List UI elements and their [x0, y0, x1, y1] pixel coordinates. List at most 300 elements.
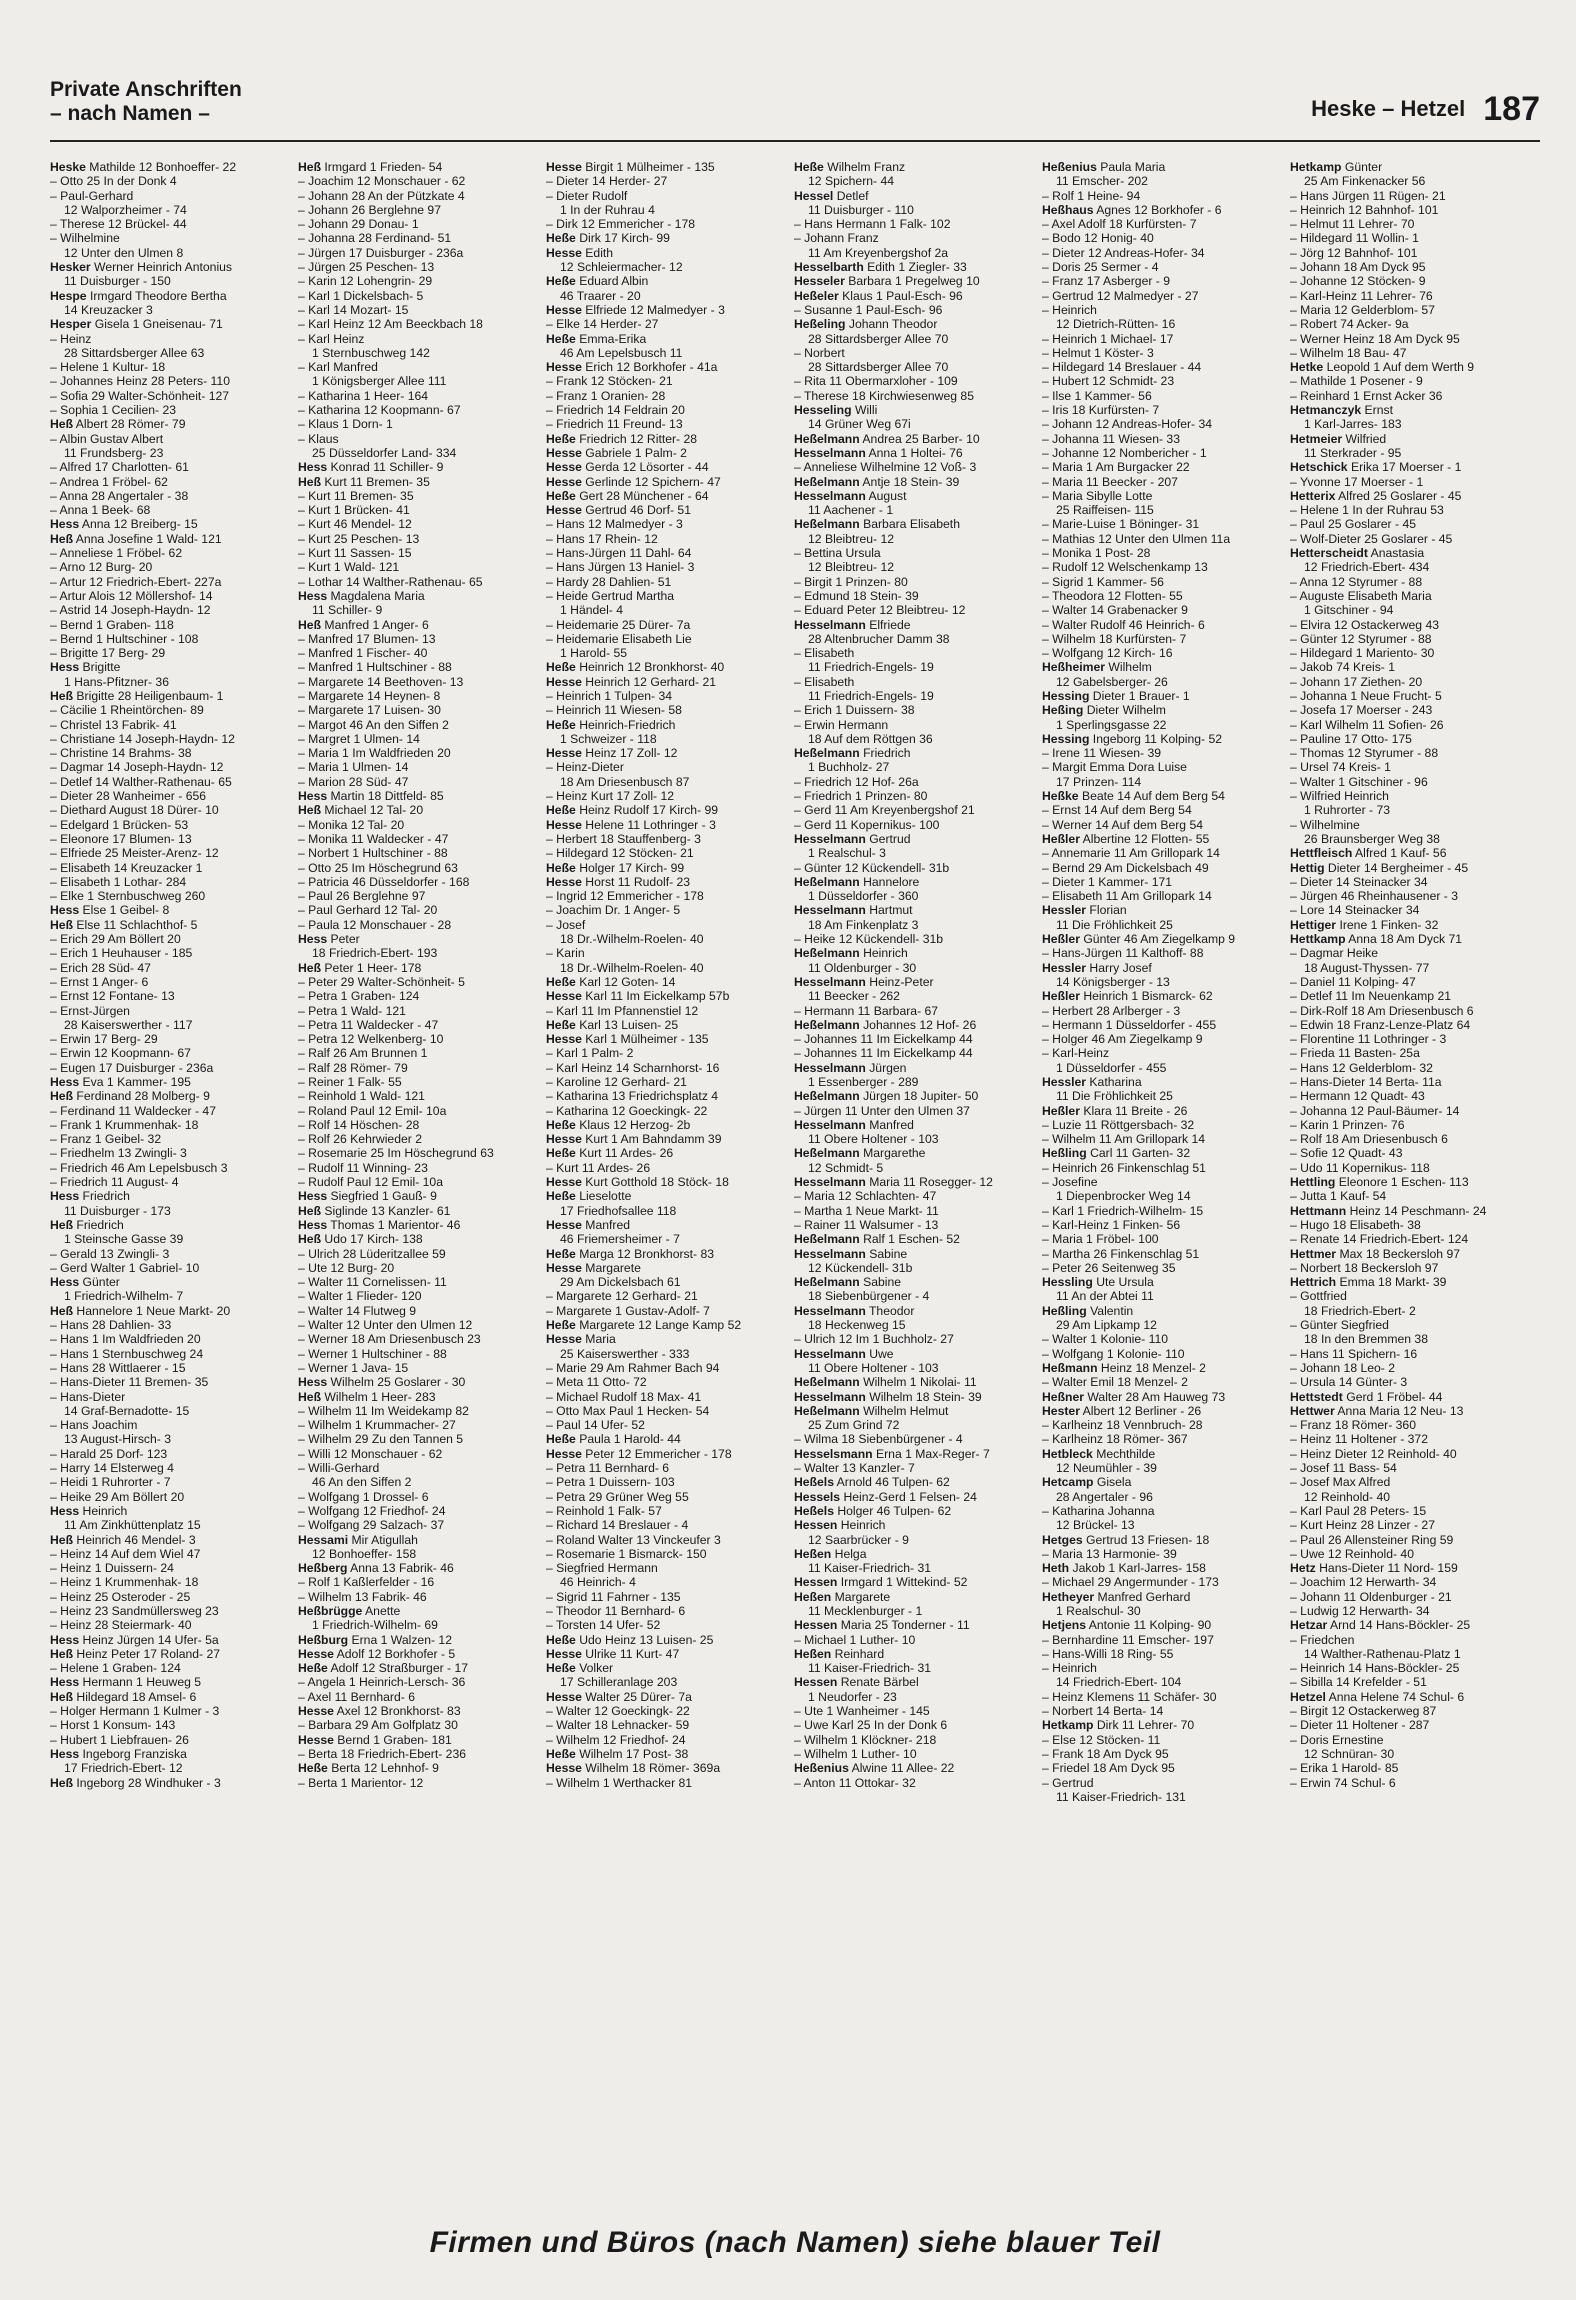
- listing-entry: Hess Magdalena Maria: [298, 588, 425, 603]
- listing-columns: [50, 160, 1540, 2170]
- listing-entry: Hetkamp Dirk 11 Lehrer- 70: [1042, 1718, 1195, 1733]
- listing-entry: – Friedchen: [1290, 1632, 1355, 1647]
- listing-entry: – Otto Max Paul 1 Hecken- 54: [546, 1403, 710, 1418]
- surname: Heß: [298, 474, 322, 489]
- listing-entry: Heße Karl 13 Luisen- 25: [546, 1017, 679, 1032]
- surname: Hesse: [546, 1332, 582, 1347]
- surname: Hetterix: [1290, 488, 1336, 503]
- listing-entry: – Petra 1 Duissern- 103: [546, 1475, 675, 1490]
- listing-entry: Heth Jakob 1 Karl-Jarres- 158: [1042, 1561, 1206, 1576]
- surname: Hesse: [546, 1260, 582, 1275]
- listing-entry: – Anton 11 Ottokar- 32: [794, 1775, 916, 1790]
- listing-entry: Heßels Arnold 46 Tulpen- 62: [794, 1475, 950, 1490]
- listing-entry: – Marion 28 Süd- 47: [298, 774, 409, 789]
- listing-entry: – Jürgen 11 Unter den Ulmen 37: [794, 1103, 970, 1118]
- listing-entry: – Maria 12 Schlachten- 47: [794, 1189, 937, 1204]
- surname: Heße: [546, 803, 576, 818]
- surname: Hessling: [1042, 1275, 1093, 1290]
- listing-entry: Hess Wilhelm 25 Goslarer - 30: [298, 1375, 466, 1390]
- listing-entry: – Ernst-Jürgen: [50, 1003, 130, 1018]
- surname: Hesse: [546, 245, 582, 260]
- listing-entry: – Petra 1 Graben- 124: [298, 989, 420, 1004]
- listing-entry: 11 Emscher- 202: [1056, 174, 1148, 189]
- listing-entry: – Ute 12 Burg- 20: [298, 1260, 395, 1275]
- listing-entry: – Gottfried: [1290, 1289, 1347, 1304]
- surname: Heße: [546, 488, 576, 503]
- listing-entry: – Rainer 11 Walsumer - 13: [794, 1217, 939, 1232]
- listing-entry: – Ulrich 12 Im 1 Buchholz- 27: [794, 1332, 954, 1347]
- listing-entry: – Jutta 1 Kauf- 54: [1290, 1189, 1387, 1204]
- listing-entry: – Heidemarie 25 Dürer- 7a: [546, 617, 691, 632]
- listing-entry: 11 Obere Holtener - 103: [808, 1360, 939, 1375]
- listing-entry: 17 Schilleranlage 203: [560, 1675, 678, 1690]
- surname: Hessen: [794, 1618, 838, 1633]
- listing-entry: – Annemarie 11 Am Grillopark 14: [1042, 846, 1220, 861]
- surname: Hesse: [546, 1761, 582, 1776]
- listing-entry: – Detlef 14 Walther-Rathenau- 65: [50, 774, 232, 789]
- surname: Hetmanczyk: [1290, 403, 1362, 418]
- listing-entry: – Karlheinz 18 Römer- 367: [1042, 1432, 1188, 1447]
- listing-entry: Hespe Irmgard Theodore Bertha: [50, 288, 227, 303]
- surname: Heßler: [1042, 989, 1080, 1004]
- listing-entry: – Günter 12 Kückendell- 31b: [794, 860, 950, 875]
- listing-entry: – Johann 26 Berglehne 97: [298, 202, 441, 217]
- surname: Hessels: [794, 1489, 841, 1504]
- listing-entry: 11 Duisburger - 110: [808, 202, 914, 217]
- listing-entry: – Johann 18 Am Dyck 95: [1290, 260, 1426, 275]
- listing-entry: 12 Spichern- 44: [808, 174, 895, 189]
- surname: Hettrich: [1290, 1275, 1337, 1290]
- surname: Heße: [546, 1246, 576, 1261]
- listing-entry: – Hardy 28 Dahlien- 51: [546, 574, 672, 589]
- listing-entry: 12 Schmidt- 5: [808, 1160, 884, 1175]
- listing-entry: – Rolf 26 Kehrwieder 2: [298, 1132, 422, 1147]
- listing-entry: – Axel 11 Bernhard- 6: [298, 1689, 415, 1704]
- listing-entry: – Karl-Heinz 11 Lehrer- 76: [1290, 288, 1433, 303]
- listing-entry: Hessling Ute Ursula: [1042, 1275, 1154, 1290]
- listing-entry: 1 Friedrich-Wilhelm- 7: [64, 1289, 184, 1304]
- listing-entry: – Walter 1 Flieder- 120: [298, 1289, 422, 1304]
- surname: Heße: [546, 274, 576, 289]
- listing-entry: – Hildegard 1 Mariento- 30: [1290, 646, 1435, 661]
- listing-entry: Hesse Axel 12 Bronkhorst- 83: [298, 1704, 461, 1719]
- surname: Hesselmann: [794, 1389, 866, 1404]
- listing-entry: – Johann 17 Ziethen- 20: [1290, 674, 1423, 689]
- listing-entry: 11 Kaiser-Friedrich- 131: [1056, 1789, 1186, 1804]
- listing-entry: – Ferdinand 11 Waldecker - 47: [50, 1103, 216, 1118]
- listing-entry: Hettstedt Gerd 1 Fröbel- 44: [1290, 1389, 1443, 1404]
- listing-entry: – Jakob 74 Kreis- 1: [1290, 660, 1396, 675]
- listing-column-3: [546, 160, 794, 2170]
- listing-entry: – Ernst 1 Anger- 6: [50, 974, 149, 989]
- surname: Heßbrügge: [298, 1603, 363, 1618]
- listing-entry: – Willi 12 Monschauer - 62: [298, 1446, 443, 1461]
- listing-entry: – Maria 1 Im Waldfrieden 20: [298, 746, 451, 761]
- listing-entry: Hesselmann Wilhelm 18 Stein- 39: [794, 1389, 982, 1404]
- listing-entry: – Walter Emil 18 Menzel- 2: [1042, 1375, 1188, 1390]
- listing-entry: – Holger Hermann 1 Kulmer - 3: [50, 1704, 220, 1719]
- listing-entry: – Roland Walter 13 Vinckeufer 3: [546, 1532, 721, 1547]
- listing-entry: Heßler Albertine 12 Flotten- 55: [1042, 831, 1210, 846]
- listing-entry: Heßen Helga: [794, 1546, 867, 1561]
- listing-entry: – Elisabeth: [794, 646, 855, 661]
- listing-entry: – Wolfgang 12 Kirch- 16: [1042, 646, 1173, 661]
- listing-entry: – Johann 11 Oldenburger - 21: [1290, 1589, 1452, 1604]
- listing-entry: – Artur 12 Friedrich-Ebert- 227a: [50, 574, 222, 589]
- listing-entry: – Friedrich 46 Am Lepelsbusch 3: [50, 1160, 228, 1175]
- surname: Heße: [546, 1117, 576, 1132]
- surname: Heß: [298, 160, 322, 174]
- listing-entry: – Johanna 1 Neue Frucht- 5: [1290, 688, 1442, 703]
- surname: Hesselmann: [794, 1346, 866, 1361]
- directory-page: [50, 78, 1540, 2278]
- surname: Hetmeier: [1290, 431, 1343, 446]
- surname: Hess: [50, 1746, 80, 1761]
- listing-entry: Heßbrügge Anette: [298, 1603, 401, 1618]
- listing-entry: Heßelmann Barbara Elisabeth: [794, 517, 960, 532]
- listing-entry: – Brigitte 17 Berg- 29: [50, 646, 166, 661]
- listing-entry: 12 Dietrich-Rütten- 16: [1056, 317, 1176, 332]
- listing-entry: 11 Die Fröhlichkeit 25: [1056, 917, 1173, 932]
- listing-entry: Heßelmann Sabine: [794, 1275, 902, 1290]
- listing-entry: – Josefine: [1042, 1175, 1098, 1190]
- listing-entry: 1 Königsberger Allee 111: [312, 374, 447, 389]
- listing-entry: – Therese 18 Kirchwiesenweg 85: [794, 388, 974, 403]
- listing-entry: – Maria 1 Am Burgacker 22: [1042, 460, 1190, 475]
- listing-entry: Heß Brigitte 28 Heiligenbaum- 1: [50, 688, 224, 703]
- listing-entry: – Johanne 12 Nombericher - 1: [1042, 445, 1207, 460]
- listing-entry: – Heinz 1 Duissern- 24: [50, 1561, 174, 1576]
- listing-entry: – Rolf 14 Höschen- 28: [298, 1117, 420, 1132]
- listing-entry: – Axel Adolf 18 Kurfürsten- 7: [1042, 217, 1197, 232]
- listing-entry: Heße Gert 28 Münchener - 64: [546, 488, 709, 503]
- listing-entry: 1 In der Ruhrau 4: [560, 202, 655, 217]
- listing-entry: – Karl Wilhelm 11 Sofien- 26: [1290, 717, 1444, 732]
- listing-entry: Heßelmann Friedrich: [794, 746, 911, 761]
- listing-entry: Hetmanczyk Ernst: [1290, 403, 1393, 418]
- surname: Hesse: [546, 989, 582, 1004]
- listing-entry: 26 Braunsberger Weg 38: [1304, 831, 1440, 846]
- listing-entry: Hetke Leopold 1 Auf dem Werth 9: [1290, 360, 1475, 375]
- surname: Heß: [50, 917, 74, 932]
- listing-entry: – Wolfgang 12 Friedhof- 24: [298, 1503, 446, 1518]
- surname: Heß: [50, 531, 74, 546]
- listing-entry: Hess Martin 18 Dittfeld- 85: [298, 789, 444, 804]
- surname: Hess: [50, 1632, 80, 1647]
- listing-entry: Hetheyer Manfred Gerhard: [1042, 1589, 1191, 1604]
- surname: Hetschick: [1290, 460, 1348, 475]
- listing-entry: Hesselmann Manfred: [794, 1117, 914, 1132]
- surname: Heß: [50, 1775, 74, 1790]
- surname: Heße: [546, 1746, 576, 1761]
- listing-entry: Hesse Karl 1 Mülheimer - 135: [546, 1032, 709, 1047]
- listing-entry: – Jörg 12 Bahnhof- 101: [1290, 245, 1418, 260]
- listing-entry: – Dieter 12 Andreas-Hofer- 34: [1042, 245, 1205, 260]
- surname: Hettstedt: [1290, 1389, 1343, 1404]
- listing-entry: Hessel Detlef: [794, 188, 869, 203]
- listing-entry: – Wilma 18 Siebenbürgener - 4: [794, 1432, 963, 1447]
- surname: Hetzel: [1290, 1689, 1326, 1704]
- listing-entry: – Manfred 17 Blumen- 13: [298, 631, 436, 646]
- surname: Heß: [298, 1389, 322, 1404]
- listing-entry: Heßke Beate 14 Auf dem Berg 54: [1042, 789, 1225, 804]
- listing-entry: – Reinhold 1 Wald- 121: [298, 1089, 425, 1104]
- listing-entry: – Hubert 12 Schmidt- 23: [1042, 374, 1175, 389]
- listing-entry: Heß Manfred 1 Anger- 6: [298, 617, 429, 632]
- listing-entry: Hessen Irmgard 1 Wittekind- 52: [794, 1575, 968, 1590]
- surname: Hesselmann: [794, 1175, 866, 1190]
- listing-entry: – Rudolf 11 Winning- 23: [298, 1160, 428, 1175]
- surname: Hesse: [546, 460, 582, 475]
- listing-entry: Heße Marga 12 Bronkhorst- 83: [546, 1246, 715, 1261]
- listing-entry: – Karl-Heinz 1 Finken- 56: [1042, 1217, 1181, 1232]
- listing-entry: Heße Wilhelm 17 Post- 38: [546, 1746, 689, 1761]
- listing-entry: – Walter 12 Goeckingk- 22: [546, 1704, 690, 1719]
- listing-entry: – Dieter Rudolf: [546, 188, 628, 203]
- listing-entry: – Birgit 12 Ostackerweg 87: [1290, 1704, 1437, 1719]
- listing-entry: – Wolfgang 1 Kolonie- 110: [1042, 1346, 1185, 1361]
- listing-entry: Heß Peter 1 Heer- 178: [298, 960, 422, 975]
- listing-entry: – Renate 14 Friedrich-Ebert- 124: [1290, 1232, 1469, 1247]
- listing-entry: 11 Am Kreyenbergshof 2a: [808, 245, 949, 260]
- surname: Heßler: [1042, 1103, 1080, 1118]
- surname: Hesse: [546, 1132, 582, 1147]
- listing-entry: Hesselmann August: [794, 488, 907, 503]
- surname: Hess: [298, 1217, 328, 1232]
- listing-entry: – Michael 29 Angermunder - 173: [1042, 1575, 1219, 1590]
- listing-entry: Hess Heinz Jürgen 14 Ufer- 5a: [50, 1632, 219, 1647]
- listing-entry: Hesse Gertrud 46 Dorf- 51: [546, 503, 691, 518]
- listing-entry: – Anna 12 Styrumer - 88: [1290, 574, 1423, 589]
- listing-entry: – Karl Paul 28 Peters- 15: [1290, 1503, 1427, 1518]
- listing-entry: 1 Ruhrorter - 73: [1304, 803, 1391, 818]
- listing-entry: Hessler Katharina: [1042, 1075, 1142, 1089]
- listing-entry: – Hans Hermann 1 Falk- 102: [794, 217, 951, 232]
- listing-entry: Heßels Holger 46 Tulpen- 62: [794, 1503, 952, 1518]
- listing-entry: – Friedhelm 13 Zwingli- 3: [50, 1146, 187, 1161]
- listing-entry: – Josef: [546, 917, 586, 932]
- surname: Hesseling: [794, 403, 852, 418]
- listing-entry: – Walter 18 Lehnacker- 59: [546, 1718, 690, 1733]
- listing-entry: Heßelmann Wilhelm 1 Nikolai- 11: [794, 1375, 977, 1390]
- listing-entry: Heßing Dieter Wilhelm: [1042, 703, 1166, 718]
- listing-entry: – Eduard Peter 12 Bleibtreu- 12: [794, 603, 966, 618]
- listing-entry: 12 Saarbrücker - 9: [808, 1532, 909, 1547]
- listing-entry: – Josef 11 Bass- 54: [1290, 1461, 1397, 1476]
- listing-entry: – Sibilla 14 Krefelder - 51: [1290, 1675, 1427, 1690]
- listing-entry: – Dieter 1 Kammer- 171: [1042, 874, 1173, 889]
- listing-entry: Hess Heinrich: [50, 1503, 128, 1518]
- surname: Heß: [50, 1689, 74, 1704]
- listing-entry: – Detlef 11 Im Neuenkamp 21: [1290, 989, 1452, 1004]
- listing-entry: 12 Walporzheimer - 74: [64, 202, 187, 217]
- listing-entry: Hesse Gerda 12 Lösorter - 44: [546, 460, 709, 475]
- listing-entry: 25 Kaiserswerther - 333: [560, 1346, 690, 1361]
- listing-entry: – Joachim 12 Herwarth- 34: [1290, 1575, 1437, 1590]
- surname: Hetterscheidt: [1290, 546, 1368, 561]
- listing-entry: – Petra 11 Bernhard- 6: [546, 1461, 670, 1476]
- surname: Hess: [298, 932, 328, 947]
- listing-entry: – Holger 46 Am Ziegelkamp 9: [1042, 1032, 1203, 1047]
- listing-entry: – Günter 12 Styrumer - 88: [1290, 631, 1432, 646]
- listing-entry: 18 Dr.-Wilhelm-Roelen- 40: [560, 932, 704, 947]
- listing-entry: – Heinrich 26 Finkenschlag 51: [1042, 1160, 1206, 1175]
- listing-entry: Heßeler Klaus 1 Paul-Esch- 96: [794, 288, 963, 303]
- surname: Hess: [50, 1075, 80, 1089]
- listing-entry: – Ralf 26 Am Brunnen 1: [298, 1046, 428, 1061]
- listing-entry: 18 Friedrich-Ebert- 2: [1304, 1303, 1416, 1318]
- listing-entry: – Kurt 1 Brücken- 41: [298, 503, 410, 518]
- listing-entry: – Gertrud: [1042, 1775, 1094, 1790]
- listing-entry: Heße Wilhelm Franz: [794, 160, 906, 174]
- listing-entry: – Monika 11 Waldecker - 47: [298, 831, 449, 846]
- listing-entry: Heß Kurt 11 Bremen- 35: [298, 474, 430, 489]
- listing-entry: Hetbleck Mechthilde: [1042, 1446, 1156, 1461]
- listing-entry: Hesse Horst 11 Rudolf- 23: [546, 874, 691, 889]
- listing-entry: Hesse Manfred: [546, 1217, 631, 1232]
- listing-entry: Hess Peter: [298, 932, 360, 947]
- listing-entry: – Theodora 12 Flotten- 55: [1042, 588, 1183, 603]
- surname: Hess: [298, 1375, 328, 1390]
- listing-entry: – Therese 12 Brückel- 44: [50, 217, 187, 232]
- listing-entry: Hesse Karl 11 Im Eickelkamp 57b: [546, 989, 730, 1004]
- surname: Heßler: [1042, 932, 1080, 947]
- listing-entry: 12 Schnüran- 30: [1304, 1746, 1395, 1761]
- page-number: 187: [1483, 90, 1540, 128]
- surname: Heß: [298, 803, 322, 818]
- surname: Hesse: [546, 746, 582, 761]
- listing-entry: – Wilhelm 13 Fabrik- 46: [298, 1589, 427, 1604]
- surname: Hesselmann: [794, 445, 866, 460]
- surname: Heßburg: [298, 1632, 349, 1647]
- surname: Hesselmann: [794, 974, 866, 989]
- listing-entry: 11 Sterkrader - 95: [1304, 445, 1402, 460]
- listing-entry: – Patricia 46 Düsseldorfer - 168: [298, 874, 470, 889]
- listing-entry: Hesselmann Anna 1 Holtei- 76: [794, 445, 963, 460]
- listing-entry: Hesse Erich 12 Borkhofer - 41a: [546, 360, 718, 375]
- listing-entry: Hetkamp Günter: [1290, 160, 1383, 174]
- listing-entry: Heßelmann Antje 18 Stein- 39: [794, 474, 960, 489]
- listing-entry: Hettling Eleonore 1 Eschen- 113: [1290, 1175, 1469, 1190]
- listing-entry: 28 Sittardsberger Allee 63: [64, 345, 205, 360]
- listing-entry: 11 Aachener - 1: [808, 503, 894, 518]
- listing-entry: 28 Altenbrucher Damm 38: [808, 631, 950, 646]
- listing-entry: – Berta 1 Marientor- 12: [298, 1775, 424, 1790]
- listing-entry: Heße Eduard Albin: [546, 274, 649, 289]
- listing-entry: – Edelgard 1 Brücken- 53: [50, 817, 189, 832]
- listing-entry: Hesse Elfriede 12 Malmedyer - 3: [546, 302, 725, 317]
- listing-entry: – Paul 14 Ufer- 52: [546, 1418, 645, 1433]
- surname: Hess: [298, 789, 328, 804]
- listing-entry: – Kurt Heinz 28 Linzer - 27: [1290, 1518, 1435, 1533]
- listing-entry: Hesse Bernd 1 Graben- 181: [298, 1732, 452, 1747]
- listing-entry: – Heinz 28 Steiermark- 40: [50, 1618, 192, 1633]
- surname: Hettwer: [1290, 1403, 1335, 1418]
- listing-entry: 46 Heinrich- 4: [560, 1575, 636, 1590]
- listing-entry: – Siegfried Hermann: [546, 1561, 658, 1576]
- listing-entry: – Wilhelm 1 Klöckner- 218: [794, 1732, 937, 1747]
- listing-entry: – Walter 1 Kolonie- 110: [1042, 1332, 1169, 1347]
- listing-entry: Heße Volker: [546, 1661, 614, 1676]
- listing-entry: Heßen Margarete: [794, 1589, 891, 1604]
- surname: Hesse: [546, 160, 582, 174]
- listing-entry: 1 Sperlingsgasse 22: [1056, 717, 1167, 732]
- listing-entry: – Barbara 29 Am Golfplatz 30: [298, 1718, 458, 1733]
- listing-entry: – Johannes Heinz 28 Peters- 110: [50, 374, 230, 389]
- listing-entry: – Hans-Willi 18 Ring- 55: [1042, 1646, 1174, 1661]
- listing-entry: Heß Irmgard 1 Frieden- 54: [298, 160, 443, 174]
- listing-entry: – Heinz 11 Holtener - 372: [1290, 1432, 1428, 1447]
- listing-entry: – Heinrich 14 Hans-Böckler- 25: [1290, 1661, 1460, 1676]
- listing-entry: – Johann Franz: [794, 231, 879, 246]
- listing-entry: – Edwin 18 Franz-Lenze-Platz 64: [1290, 1017, 1471, 1032]
- listing-entry: – Anna 28 Angertaler - 38: [50, 488, 189, 503]
- surname: Heßberg: [298, 1561, 348, 1576]
- listing-entry: – Reiner 1 Falk- 55: [298, 1075, 402, 1089]
- listing-entry: – Margarete 14 Beethoven- 13: [298, 674, 464, 689]
- listing-entry: – Katharina 1 Heer- 164: [298, 388, 429, 403]
- listing-entry: – Michael 1 Luther- 10: [794, 1632, 916, 1647]
- listing-entry: – Bernd 1 Graben- 118: [50, 617, 174, 632]
- section-heading: [50, 78, 242, 126]
- listing-entry: 18 Auf dem Röttgen 36: [808, 731, 933, 746]
- listing-entry: – Helene 1 In der Ruhrau 53: [1290, 503, 1444, 518]
- name-range: Heske – Hetzel: [1311, 96, 1466, 121]
- surname: Hettfleisch: [1290, 846, 1353, 861]
- listing-entry: Hettmer Max 18 Beckersloh 97: [1290, 1246, 1461, 1261]
- surname: Heß: [50, 1217, 74, 1232]
- surname: Hesselmann: [794, 903, 866, 918]
- listing-entry: – Wolfgang 29 Salzach- 37: [298, 1518, 445, 1533]
- listing-column-6: [1290, 160, 1538, 2170]
- listing-entry: – Herbert 28 Arlberger - 3: [1042, 1003, 1181, 1018]
- listing-entry: – Hans Jürgen 11 Rügen- 21: [1290, 188, 1446, 203]
- listing-entry: Heßenius Alwine 11 Allee- 22: [794, 1761, 955, 1776]
- listing-entry: – Maria 12 Gelderblom- 57: [1290, 302, 1435, 317]
- listing-entry: – Rosemarie 1 Bismarck- 150: [546, 1546, 707, 1561]
- listing-entry: – Dieter 11 Holtener - 287: [1290, 1718, 1430, 1733]
- listing-entry: – Albin Gustav Albert: [50, 431, 164, 446]
- section-heading-line2: – nach Namen –: [50, 102, 210, 125]
- listing-entry: 11 Duisburger - 150: [64, 274, 171, 289]
- listing-entry: Heße Adolf 12 Straßburger - 17: [298, 1661, 469, 1676]
- listing-entry: – Erika 1 Harold- 85: [1290, 1761, 1399, 1776]
- listing-entry: – Margarete 17 Luisen- 30: [298, 703, 441, 718]
- listing-entry: 12 Schleiermacher- 12: [560, 260, 683, 275]
- listing-entry: – Peter 29 Walter-Schönheit- 5: [298, 974, 465, 989]
- listing-entry: – Wilhelm 18 Kurfürsten- 7: [1042, 631, 1187, 646]
- listing-entry: Hesper Gisela 1 Gneisenau- 71: [50, 317, 223, 332]
- listing-entry: – Johann 12 Andreas-Hofer- 34: [1042, 417, 1213, 432]
- listing-entry: – Erich 28 Süd- 47: [50, 960, 151, 975]
- surname: Heßelmann: [794, 1403, 860, 1418]
- listing-entry: Heße Kurt 11 Ardes- 26: [546, 1146, 674, 1161]
- listing-entry: – Sophia 1 Cecilien- 23: [50, 403, 177, 418]
- surname: Heße: [546, 431, 576, 446]
- listing-entry: – Hermann 1 Düsseldorfer - 455: [1042, 1017, 1217, 1032]
- listing-entry: – Kurt 11 Ardes- 26: [546, 1160, 651, 1175]
- listing-entry: Hessels Heinz-Gerd 1 Felsen- 24: [794, 1489, 977, 1504]
- listing-entry: – Ute 1 Wanheimer - 145: [794, 1704, 930, 1719]
- listing-entry: Hesse Walter 25 Dürer- 7a: [546, 1689, 692, 1704]
- surname: Hesse: [546, 1175, 582, 1190]
- listing-entry: 12 Unter den Ulmen 8: [64, 245, 184, 260]
- listing-entry: – Johann 18 Leo- 2: [1290, 1360, 1396, 1375]
- listing-entry: – Rudolf 12 Welschenkamp 13: [1042, 560, 1208, 575]
- listing-entry: – Katharina Johanna: [1042, 1503, 1155, 1518]
- listing-entry: – Helmut 11 Lehrer- 70: [1290, 217, 1415, 232]
- listing-entry: – Elke 1 Sternbuschweg 260: [50, 889, 206, 904]
